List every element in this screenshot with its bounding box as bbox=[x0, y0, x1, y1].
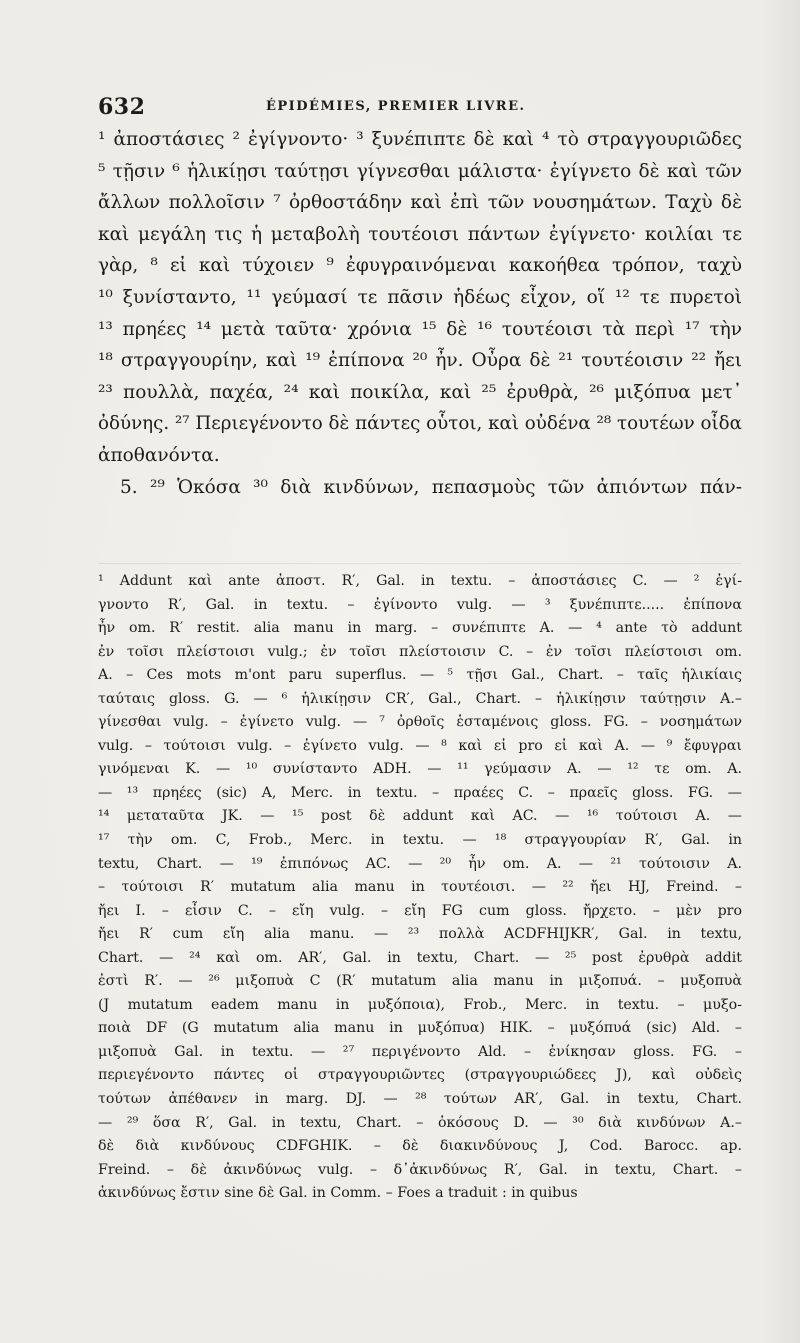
section-5-start-line: 5. ²⁹ Ὁκόσα ³⁰ διὰ κινδύνων, πεπασμοὺς τῶν ἀπιόντων πάν- bbox=[120, 476, 742, 498]
text-line: ¹³ πρηέες ¹⁴ μετὰ ταῦτα· χρόνια ¹⁵ δὲ ¹⁶ τουτέοισι τὰ περὶ ¹⁷ τὴν bbox=[98, 318, 742, 340]
text-line: γὰρ, ⁸ εἰ καὶ τύχοιεν ⁹ ἐφυγραινόμεναι κακοήθεα τρόπον, ταχὺ bbox=[98, 255, 742, 277]
main-greek-text bbox=[98, 124, 742, 503]
text-line: ¹⁰ ξυνίσταντο, ¹¹ γεύμασί τε πᾶσιν ἡδέως εἶχον, οἵ ¹² τε πυρετοὶ bbox=[98, 286, 742, 308]
text-line: ¹⁸ στραγγουρίην, καὶ ¹⁹ ἐπίπονα ²⁰ ἦν. Οὖρα δὲ ²¹ τουτέοισιν ²² ἤει bbox=[98, 350, 742, 372]
note-line: μιξοπυὰ Gal. in textu. — ²⁷ περιγένοντο Ald. – ἐνίκησαν gloss. FG. – bbox=[98, 1043, 742, 1060]
note-line: ταύταις gloss. G. — ⁶ ἡλικίῃσιν CR′, Gal., Chart. – ἡλικίῃσιν ταύτῃσιν A.– bbox=[98, 690, 742, 707]
note-line: — ¹³ πρηέες (sic) A, Merc. in textu. – πραέες C. – πραεῖς gloss. FG. — bbox=[98, 784, 742, 801]
note-line: ἀκινδύνως ἔστιν sine δὲ Gal. in Comm. – Foes a traduit : in quibus bbox=[98, 1185, 578, 1202]
note-line: περιεγένοντο πάντες οἱ στραγγουριῶντες (στραγγουριώδεες J), καὶ οὐδεὶς bbox=[98, 1067, 742, 1084]
page-edge-shadow bbox=[760, 0, 800, 1343]
note-line: textu, Chart. — ¹⁹ ἐπιπόνως AC. — ²⁰ ἦν om. A. — ²¹ τούτοισιν A. bbox=[98, 855, 742, 872]
footnote-separator bbox=[98, 563, 742, 564]
note-line: ἐστὶ R′. — ²⁶ μιξοπυὰ C (R′ mutatum alia manu in μιξοπυά. – μυξοπυὰ bbox=[98, 973, 742, 990]
note-line: ποιὰ DF (G mutatum alia manu in μυξόπυα) HIK. – μυξόπυά (sic) Ald. – bbox=[98, 1020, 742, 1037]
note-line: ¹⁷ τὴν om. C, Frob., Merc. in textu. — ¹⁸ στραγγουρίαν R′, Gal. in bbox=[98, 832, 742, 849]
note-line: A. – Ces mots m'ont paru superflus. — ⁵ τῇσι Gal., Chart. – ταῖς ἡλικίαις bbox=[98, 667, 742, 684]
note-line: (J mutatum eadem manu in μυξόποια), Frob., Merc. in textu. – μυξο- bbox=[98, 996, 742, 1013]
text-line: ⁵ τῇσιν ⁶ ἡλικίῃσι ταύτῃσι γίγνεσθαι μάλιστα· ἐγίγνετο δὲ καὶ τῶν bbox=[98, 160, 742, 182]
note-line: ¹⁴ μεταταῦτα JK. — ¹⁵ post δὲ addunt καὶ AC. — ¹⁶ τούτοισι A. — bbox=[98, 808, 742, 825]
note-line: γίνεσθαι vulg. – ἐγίνετο vulg. — ⁷ ὀρθοῖς ἑσταμένοις gloss. FG. – νοσημάτων bbox=[98, 714, 742, 731]
note-line: τούτων ἀπέθανεν in marg. DJ. — ²⁸ τούτων AR′, Gal. in textu, Chart. bbox=[98, 1091, 742, 1108]
text-line: ἀποθανόντα. bbox=[98, 444, 220, 466]
running-title: ÉPIDÉMIES, PREMIER LIVRE. bbox=[266, 99, 526, 114]
note-line: vulg. – τούτοισι vulg. – ἐγίνετο vulg. — ⁸ καὶ εἰ pro εἰ καὶ A. — ⁹ ἔφυγραι bbox=[98, 737, 742, 754]
page-number: 632 bbox=[98, 94, 146, 120]
text-line: ²³ πουλλὰ, παχέα, ²⁴ καὶ ποικίλα, καὶ ²⁵ ἐρυθρὰ, ²⁶ μιξόπυα μετ᾽ bbox=[98, 381, 742, 403]
note-line: ἦν om. R′ restit. alia manu in marg. – συνέπιπτε A. — ⁴ ante τὸ addunt bbox=[98, 620, 742, 637]
note-line: γνοντο R′, Gal. in textu. – ἐγίνοντο vulg. — ³ ξυνέπιπτε..... ἐπίπονα bbox=[98, 596, 742, 613]
note-line: — ²⁹ ὅσα R′, Gal. in textu, Chart. – ὁκόσους D. — ³⁰ διὰ κινδύνων A.– bbox=[98, 1114, 742, 1131]
note-line: ¹ Addunt καὶ ante ἀποστ. R′, Gal. in textu. – ἀποστάσιες C. — ² ἐγί- bbox=[98, 573, 742, 589]
text-line: ¹ ἀποστάσιες ² ἐγίγνοντο· ³ ξυνέπιπτε δὲ καὶ ⁴ τὸ στραγγουριῶδες bbox=[98, 129, 742, 150]
text-line: ἄλλων πολλοῖσιν ⁷ ὀρθοστάδην καὶ ἐπὶ τῶν νουσημάτων. Ταχὺ δὲ bbox=[98, 192, 742, 214]
page-header bbox=[98, 94, 738, 124]
critical-apparatus-notes bbox=[98, 570, 742, 1206]
note-line: γινόμεναι K. — ¹⁰ συνίσταντο ADH. — ¹¹ γεύμασιν A. — ¹² τε om. A. bbox=[98, 761, 742, 778]
note-line: ἐν τοῖσι πλείστοισι vulg.; ἐν τοῖσι πλείστοισιν C. – ἐν τοῖσι πλείστοισι om. bbox=[98, 643, 742, 660]
text-line: ὀδύνης. ²⁷ Περιεγένοντο δὲ πάντες οὗτοι, καὶ οὐδένα ²⁸ τουτέων οἶδα bbox=[98, 413, 742, 435]
note-line: ἤει I. – εἶσιν C. – εἴη vulg. – εἴη FG cum gloss. ἤρχετο. – μὲν pro bbox=[98, 902, 742, 919]
note-line: – τούτοισι R′ mutatum alia manu in τουτέοισι. — ²² ἤει HJ, Freind. – bbox=[98, 879, 742, 896]
note-line: ἤει R′ cum εἴη alia manu. — ²³ πολλὰ ACDFHIJKR′, Gal. in textu, bbox=[98, 926, 742, 943]
text-line: καὶ μεγάλη τις ἡ μεταβολὴ τουτέοισι πάντων ἐγίγνετο· κοιλίαι τε bbox=[98, 223, 742, 245]
note-line: Freind. – δὲ ἀκινδύνως vulg. – δ᾽ἀκινδύνως R′, Gal. in textu, Chart. – bbox=[98, 1161, 742, 1178]
note-line: Chart. — ²⁴ καὶ om. AR′, Gal. in textu, Chart. — ²⁵ post ἐρυθρὰ addit bbox=[98, 949, 742, 966]
note-line: δὲ διὰ κινδύνους CDFGHIK. – δὲ διακινδύνους J, Cod. Barocc. ap. bbox=[98, 1138, 742, 1155]
